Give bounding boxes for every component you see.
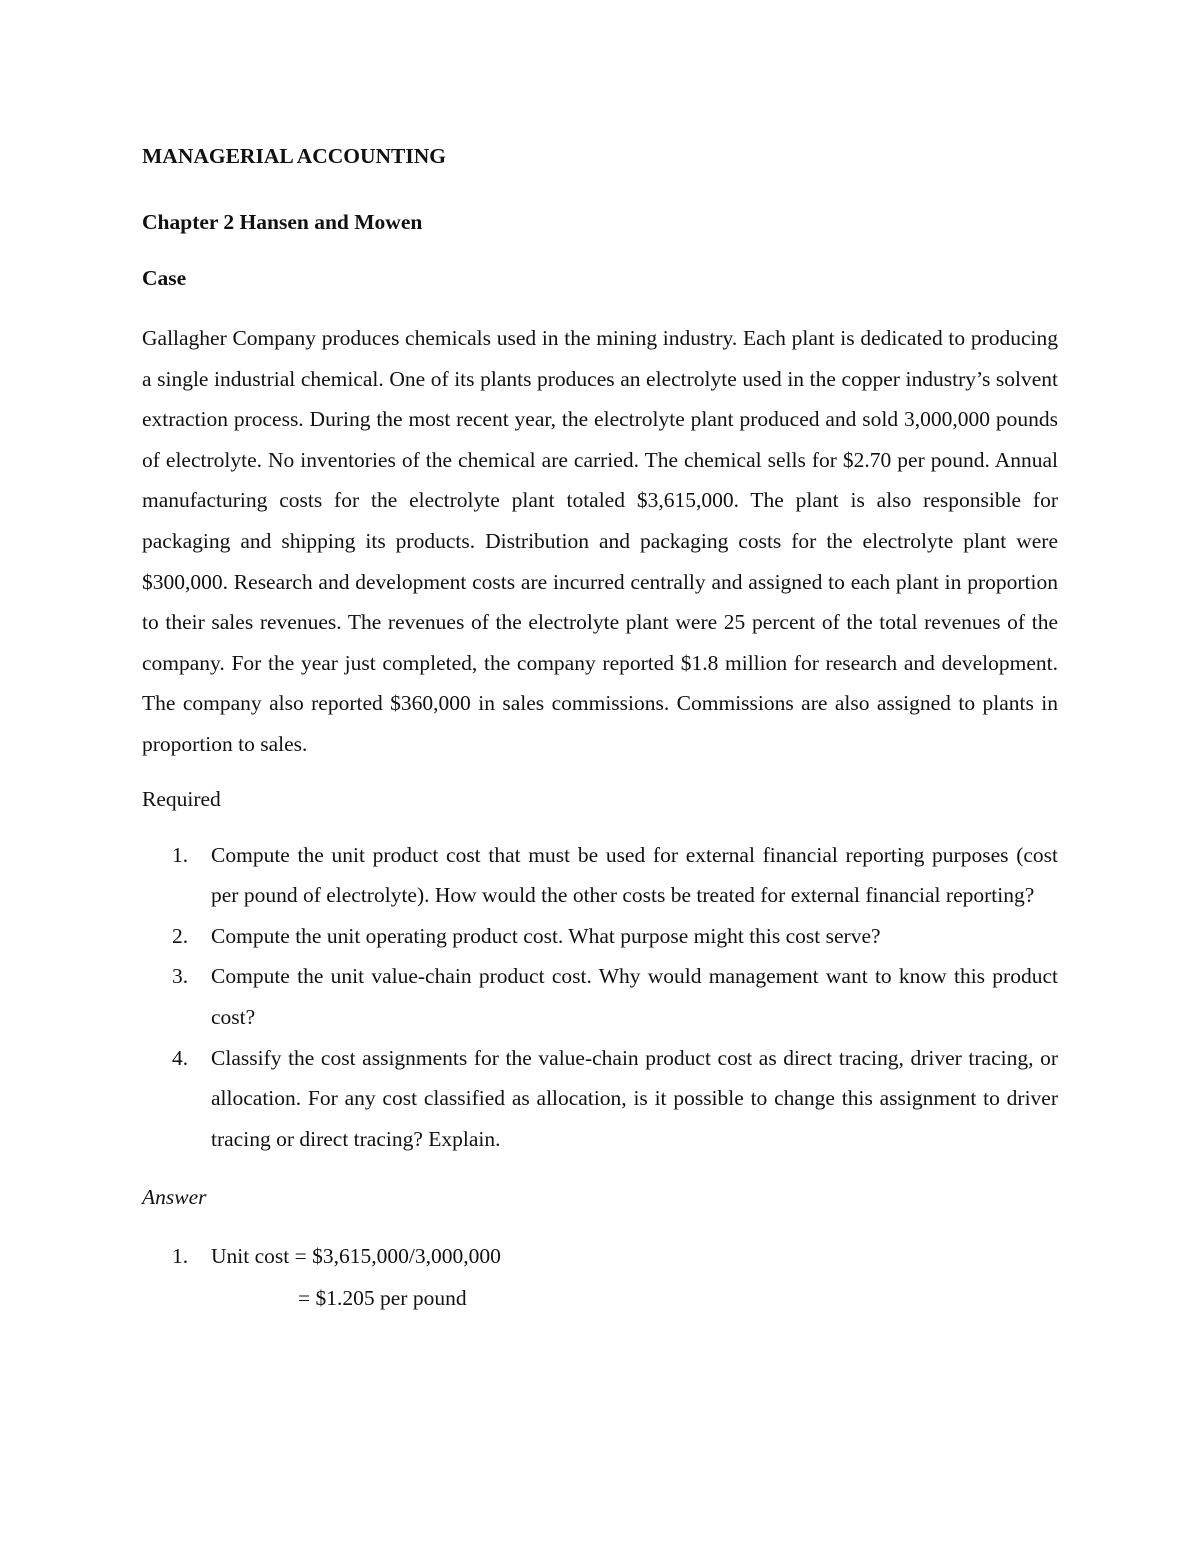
required-item-text: Compute the unit operating product cost. What purpose might this cost serve? [211, 923, 881, 948]
required-item-number: 4. [172, 1045, 189, 1070]
required-item-number: 1. [172, 842, 189, 867]
answer-result: = $1.205 per pound [298, 1286, 467, 1311]
answer-heading: Answer [142, 1185, 207, 1210]
required-item-number: 2. [172, 923, 189, 948]
answer-item [142, 1235, 1058, 1277]
required-item-text: Compute the unit product cost that must be used for external financial reporting purposes (cost per pound of electrolyte). How would the other costs be treated for external financial reporting? [211, 842, 1058, 908]
required-item-number: 3. [172, 964, 189, 989]
case-heading: Case [142, 266, 187, 290]
case-paragraph: Gallagher Company produces chemicals used in the mining industry. Each plant is dedicated to producing a single industrial chemical. One of its plants produces an electrolyte used in the copper industry’s solvent extraction process. During the most recent year, the electrolyte plant produced and sold 3,000,000 pounds of electrolyte. No inventories of the chemical are carried. The chemical sells for $2.70 per pound. Annual manufacturing costs for the electrolyte plant totaled $3,615,000. The plant is also responsible for packaging and shipping its products. Distribution and packaging costs for the electrolyte plant were $300,000. Research and development costs are incurred centrally and assigned to each plant in proportion to their sales revenues. The revenues of the electrolyte plant were 25 percent of the total revenues of the company. For the year just completed, the company reported $1.8 million for research and development. The company also reported $360,000 in sales commissions. Commissions are also assigned to plants in proportion to sales. [142, 326, 1058, 756]
required-item-text: Classify the cost assignments for the value-chain product cost as direct tracing, driver tracing, or allocation. For any cost classified as allocation, is it possible to change this assignment to driver tracing or direct tracing? Explain. [211, 1045, 1058, 1151]
required-heading: Required [142, 786, 221, 811]
required-item [142, 956, 1058, 1037]
answer-formula: Unit cost = $3,615,000/3,000,000 [211, 1244, 501, 1269]
answer-list [142, 1235, 1058, 1319]
required-list [142, 835, 1058, 1160]
required-item [142, 1038, 1058, 1160]
required-item-text: Compute the unit value-chain product cost. Why would management want to know this product cost? [211, 964, 1058, 1029]
chapter-heading: Chapter 2 Hansen and Mowen [142, 210, 423, 234]
answer-item-number: 1. [172, 1244, 189, 1269]
document-page [142, 140, 1058, 1319]
required-item [142, 916, 1058, 957]
required-item [142, 835, 1058, 916]
document-title: MANAGERIAL ACCOUNTING [142, 144, 447, 168]
